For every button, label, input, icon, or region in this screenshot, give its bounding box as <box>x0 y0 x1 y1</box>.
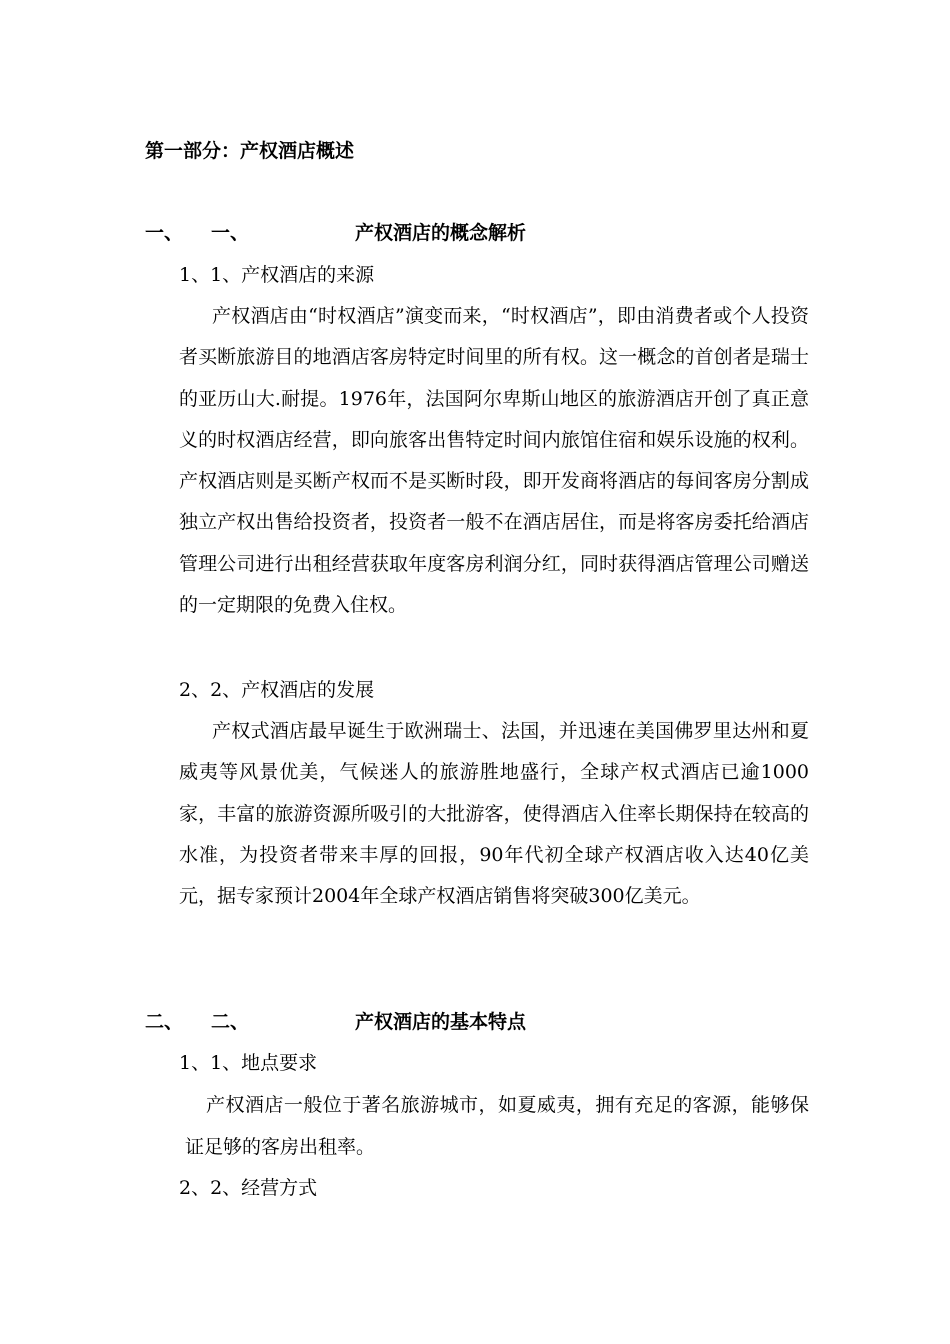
paragraph-location: 产权酒店一般位于著名旅游城市，如夏威夷，拥有充足的客源，能够保证足够的客房出租率。 <box>185 1094 809 1158</box>
section-title: 产权酒店的概念解析 <box>355 222 527 244</box>
subsection-heading-location: 1、1、地点要求 <box>179 1052 318 1074</box>
section-title: 产权酒店的基本特点 <box>355 1011 527 1033</box>
subsection-heading-development: 2、2、产权酒店的发展 <box>179 679 375 701</box>
section-number: 一、 <box>145 222 184 244</box>
paragraph-origin: 产权酒店由“时权酒店”演变而来，“时权酒店”，即由消费者或个人投资者买断旅游目的地酒店客房特定时间里的所有权。这一概念的首创者是瑞士的亚历山大.耐提。1976年，法国阿尔卑斯山地区的旅游酒店开创了真正意义的时权酒店经营，即向旅客出售特定时间内旅馆住宿和娱乐设施的权利。产权酒店则是买断产权而不是买断时段，即开发商将酒店的每间客房分割成独立产权出售给投资者，投资者一般不在酒店居住，而是将客房委托给酒店管理公司进行出租经营获取年度客房利润分红，同时获得酒店管理公司赠送的一定期限的免费入住权。 <box>179 305 809 617</box>
section-heading-2 <box>145 1008 805 1036</box>
section-heading-1 <box>145 219 805 247</box>
subsection-heading-operation: 2、2、经营方式 <box>179 1177 318 1199</box>
subsection-heading-origin: 1、1、产权酒店的来源 <box>179 264 375 286</box>
section-number-secondary: 一、 <box>211 222 250 244</box>
section-number-secondary: 二、 <box>211 1011 250 1033</box>
part-title: 第一部分：产权酒店概述 <box>145 140 355 162</box>
paragraph-development: 产权式酒店最早诞生于欧洲瑞士、法国，并迅速在美国佛罗里达州和夏威夷等风景优美，气候迷人的旅游胜地盛行，全球产权式酒店已逾1000家，丰富的旅游资源所吸引的大批游客，使得酒店入住率长期保持在较高的水准，为投资者带来丰厚的回报，90年代初全球产权酒店收入达40亿美元，据专家预计2004年全球产权酒店销售将突破300亿美元。 <box>179 720 809 908</box>
section-number: 二、 <box>145 1011 184 1033</box>
